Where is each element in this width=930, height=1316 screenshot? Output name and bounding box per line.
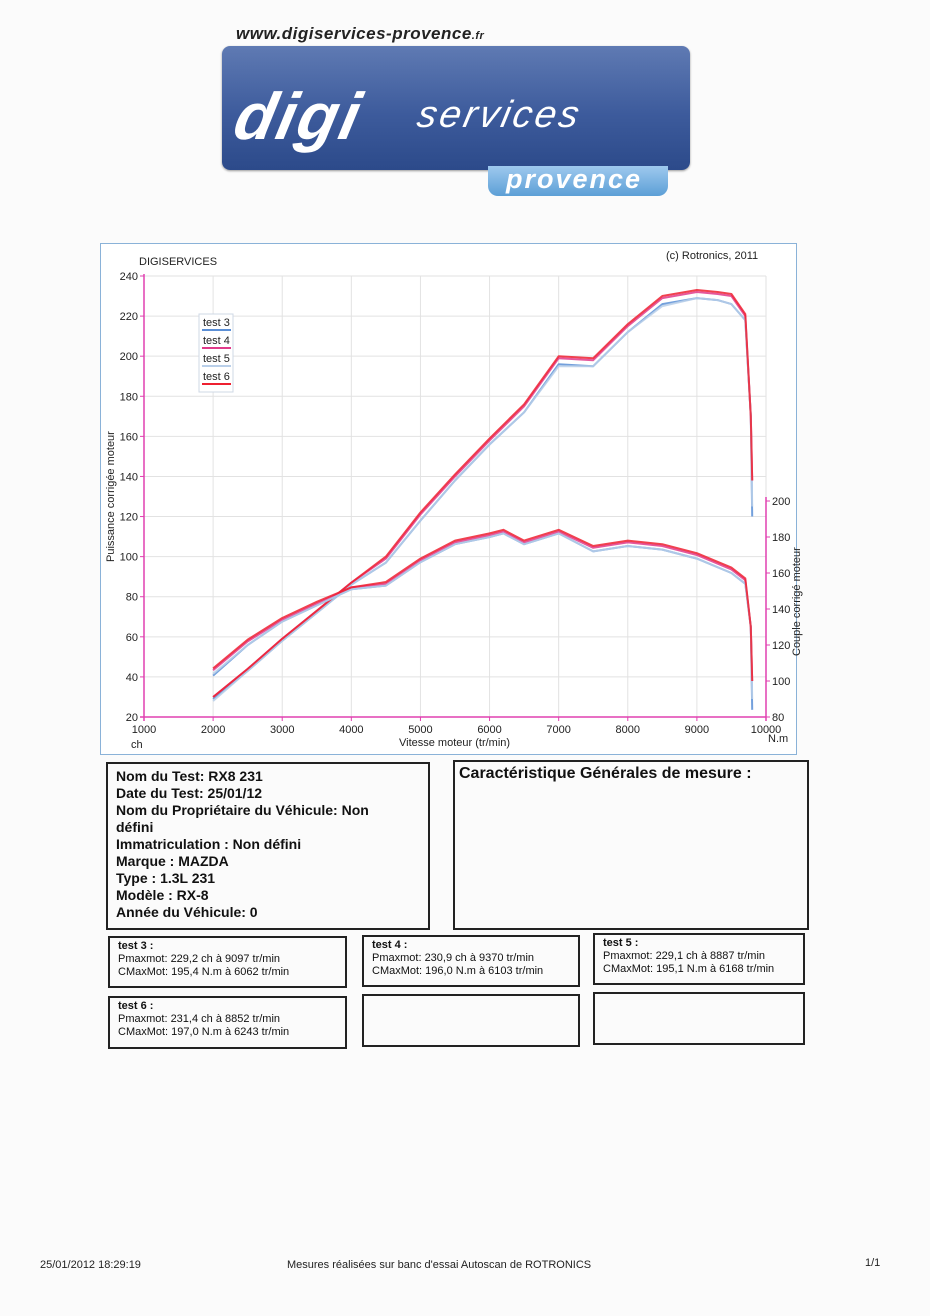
result-pmax: Pmaxmot: 231,4 ch à 8852 tr/min	[118, 1013, 281, 1025]
result-title: test 5 :	[603, 937, 639, 949]
y-left-tick-label: 40	[125, 671, 138, 684]
y-left-tick-label: 220	[119, 311, 138, 324]
vehicle-model: Modèle : RX-8	[116, 887, 209, 903]
x-axis-label: Vitesse moteur (tr/min)	[399, 737, 511, 749]
legend-label: test 6	[203, 371, 230, 383]
result-title: test 4 :	[372, 939, 408, 951]
y-left-tick-label: 140	[119, 471, 138, 484]
y-left-tick-label: 160	[119, 431, 138, 444]
logo-region-text: provence	[506, 164, 643, 194]
x-tick-label: 6000	[477, 724, 502, 736]
series-line-test5-right	[213, 533, 752, 699]
result-box-test6	[108, 996, 347, 1049]
measurement-characteristics-box	[453, 760, 809, 930]
legend-label: test 3	[203, 317, 230, 329]
vehicle-make: Marque : MAZDA	[116, 853, 229, 869]
x-tick-label: 5000	[408, 724, 433, 736]
logo-main-text: digi	[228, 79, 370, 153]
vehicle-type: Type : 1.3L 231	[116, 870, 216, 886]
series-line-test4-right	[213, 532, 752, 681]
y-right-tick-label: 140	[772, 604, 791, 616]
y-axis-left-label: Puissance corrigée moteur	[105, 431, 117, 562]
legend-label: test 5	[203, 353, 230, 365]
chart-title-right: (c) Rotronics, 2011	[666, 250, 759, 262]
website-url	[236, 24, 484, 44]
url-prefix: www.	[236, 24, 282, 43]
url-suffix: .fr	[471, 30, 485, 42]
dyno-chart-svg	[101, 244, 803, 754]
series-line-test3-right	[213, 533, 752, 709]
y-left-tick-label: 240	[119, 271, 138, 283]
x-tick-label: 9000	[684, 724, 710, 736]
result-pmax: Pmaxmot: 229,1 ch à 8887 tr/min	[603, 950, 766, 962]
footer-source: Mesures réalisées sur banc d'essai Autoscan de ROTRONICS	[287, 1259, 592, 1271]
vehicle-year: Année du Véhicule: 0	[116, 904, 258, 920]
series-line-test6-left	[213, 290, 752, 697]
result-cmax: CMaxMot: 196,0 N.m à 6103 tr/min	[372, 965, 544, 977]
x-tick-label: 8000	[615, 724, 641, 736]
result-pmax: Pmaxmot: 229,2 ch à 9097 tr/min	[118, 953, 281, 965]
x-tick-label: 10000	[750, 724, 782, 736]
x-tick-label: 2000	[200, 724, 226, 736]
result-title: test 6 :	[118, 1000, 154, 1012]
x-tick-label: 7000	[546, 724, 571, 736]
footer-page: 1/1	[865, 1257, 881, 1269]
x-unit-left: ch	[131, 739, 143, 751]
result-pmax: Pmaxmot: 230,9 ch à 9370 tr/min	[372, 952, 535, 964]
owner-name-line2: défini	[116, 819, 154, 835]
result-box-test4	[362, 935, 580, 987]
y-left-tick-label: 200	[119, 351, 138, 364]
series-lines	[213, 290, 752, 710]
x-unit-right: N.m	[768, 733, 789, 745]
y-left-tick-label: 20	[125, 712, 138, 724]
result-box-empty	[362, 994, 580, 1047]
y-left-tick-label: 60	[125, 631, 138, 644]
y-right-tick-label: 180	[772, 532, 791, 544]
test-info-box	[106, 762, 430, 930]
series-line-test5-left	[213, 298, 752, 701]
x-tick-label: 3000	[269, 724, 295, 736]
y-left-tick-label: 80	[125, 591, 138, 604]
result-title: test 3 :	[118, 940, 154, 952]
url-main: digiservices-provence	[281, 24, 472, 43]
y-right-tick-label: 120	[772, 640, 791, 652]
test-date: Date du Test: 25/01/12	[116, 785, 263, 801]
y-right-tick-label: 100	[772, 676, 791, 688]
registration: Immatriculation : Non défini	[116, 836, 302, 852]
owner-name-line1: Nom du Propriétaire du Véhicule: Non	[116, 802, 369, 818]
y-left-tick-label: 180	[119, 391, 138, 404]
result-box-empty	[593, 992, 805, 1045]
y-right-tick-label: 200	[772, 496, 791, 508]
footer-datetime: 25/01/2012 18:29:19	[40, 1259, 141, 1271]
result-cmax: CMaxMot: 195,1 N.m à 6168 tr/min	[603, 963, 775, 975]
x-tick-label: 1000	[131, 724, 157, 736]
x-tick-label: 4000	[339, 724, 364, 736]
y-right-tick-label: 80	[772, 712, 785, 724]
measurement-characteristics-title: Caractéristique Générales de mesure :	[459, 765, 752, 782]
chart-title-left: DIGISERVICES	[139, 256, 218, 268]
test-name: Nom du Test: RX8 231	[116, 768, 263, 784]
result-box-test5	[593, 933, 805, 985]
y-right-tick-label: 160	[772, 568, 791, 580]
logo-sub-text: services	[413, 94, 586, 136]
result-cmax: CMaxMot: 195,4 N.m à 6062 tr/min	[118, 966, 290, 978]
y-left-tick-label: 120	[119, 511, 138, 524]
series-line-test4-left	[213, 292, 752, 697]
result-cmax: CMaxMot: 197,0 N.m à 6243 tr/min	[118, 1026, 290, 1038]
dyno-chart	[100, 243, 803, 755]
y-left-tick-label: 100	[119, 551, 138, 564]
y-axis-right-label: Couple corrigé moteur	[791, 547, 803, 656]
legend-label: test 4	[203, 335, 230, 347]
series-line-test3-left	[213, 298, 752, 699]
result-box-test3	[108, 936, 347, 988]
logo-region-tab	[488, 166, 668, 196]
legend	[199, 314, 233, 392]
